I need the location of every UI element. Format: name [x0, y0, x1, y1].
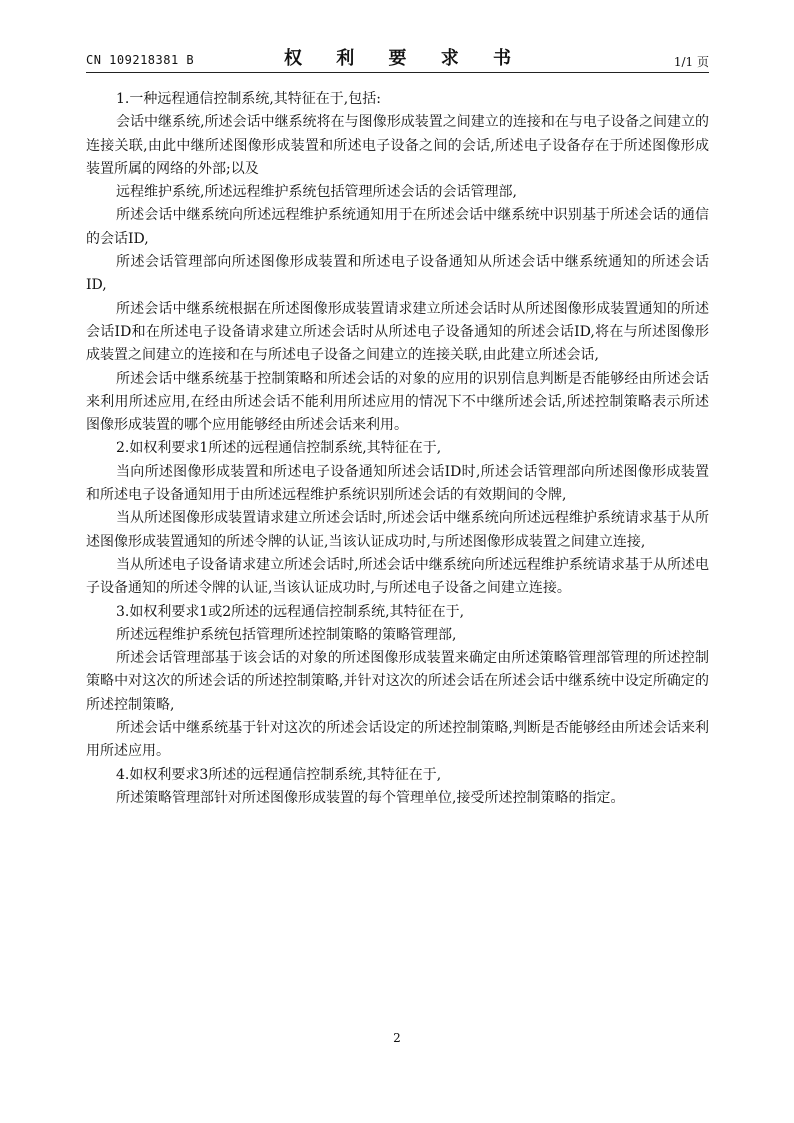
page-indicator: 1/1 页: [673, 55, 709, 69]
page-number: 2: [393, 1031, 401, 1045]
claim-paragraph: 所述会话中继系统基于控制策略和所述会话的对象的应用的识别信息判断是否能够经由所述会话来利用所述应用,在经由所述会话不能利用所述应用的情况下不中继所述会话,所述控制策略表示所述图像形成装置的哪个应用能够经由所述会话来利用。: [86, 370, 709, 434]
claim-paragraph: 所述会话中继系统根据在所述图像形成装置请求建立所述会话时从所述图像形成装置通知的所述会话ID和在所述电子设备请求建立所述会话时从所述电子设备通知的所述会话ID,将在与所述图像形成装置之间建立的连接和在与所述电子设备之间建立的连接关联,由此建立所述会话,: [86, 300, 709, 364]
page-header: [86, 40, 709, 74]
claim-paragraph: 当从所述电子设备请求建立所述会话时,所述会话中继系统向所述远程维护系统请求基于从所述电子设备通知的所述令牌的认证,当该认证成功时,与所述电子设备之间建立连接。: [86, 556, 709, 597]
claim-3-heading: 3.如权利要求1或2所述的远程通信控制系统,其特征在于,: [116, 603, 465, 620]
claim-paragraph: 所述会话中继系统向所述远程维护系统通知用于在所述会话中继系统中识别基于所述会话的通信的会话ID,: [86, 207, 709, 247]
claim-paragraph: 所述会话管理部基于该会话的对象的所述图像形成装置来确定由所述策略管理部管理的所述控制策略中对这次的所述会话的所述控制策略,并针对这次的所述会话在所述会话中继系统中设定所确定的所述控制策略,: [86, 650, 709, 713]
claim-paragraph: 所述策略管理部针对所述图像形成装置的每个管理单位,接受所述控制策略的指定。: [116, 789, 625, 806]
header-rule: [86, 72, 709, 73]
doc-title: 权 利 要 求 书: [283, 48, 526, 69]
claim-paragraph: 所述会话中继系统基于针对这次的所述会话设定的所述控制策略,判断是否能够经由所述会话来利用所述应用。: [86, 720, 709, 760]
claim-paragraph: 当向所述图像形成装置和所述电子设备通知所述会话ID时,所述会话管理部向所述图像形成装置和所述电子设备通知用于由所述远程维护系统识别所述会话的有效期间的令牌,: [86, 463, 709, 504]
claim-paragraph: 远程维护系统,所述远程维护系统包括管理所述会话的会话管理部,: [116, 184, 517, 201]
claims-body: [86, 88, 709, 810]
claim-1-heading: 1.一种远程通信控制系统,其特征在于,包括:: [116, 91, 381, 107]
doc-number: CN 109218381 B: [86, 53, 195, 67]
claim-2-heading: 2.如权利要求1所述的远程通信控制系统,其特征在于,: [116, 440, 442, 457]
claim-4-heading: 4.如权利要求3所述的远程通信控制系统,其特征在于,: [116, 766, 442, 783]
claim-paragraph: 所述远程维护系统包括管理所述控制策略的策略管理部,: [116, 626, 457, 643]
claim-paragraph: 所述会话管理部向所述图像形成装置和所述电子设备通知从所述会话中继系统通知的所述会话ID,: [86, 254, 709, 294]
claim-paragraph: 当从所述图像形成装置请求建立所述会话时,所述会话中继系统向所述远程维护系统请求基于从所述图像形成装置通知的所述令牌的认证,当该认证成功时,与所述图像形成装置之间建立连接,: [86, 510, 709, 550]
claim-paragraph: 会话中继系统,所述会话中继系统将在与图像形成装置之间建立的连接和在与电子设备之间建立的连接关联,由此中继所述图像形成装置和所述电子设备之间的会话,所述电子设备存在于所述图像形成装置所属的网络的外部;以及: [86, 114, 709, 177]
